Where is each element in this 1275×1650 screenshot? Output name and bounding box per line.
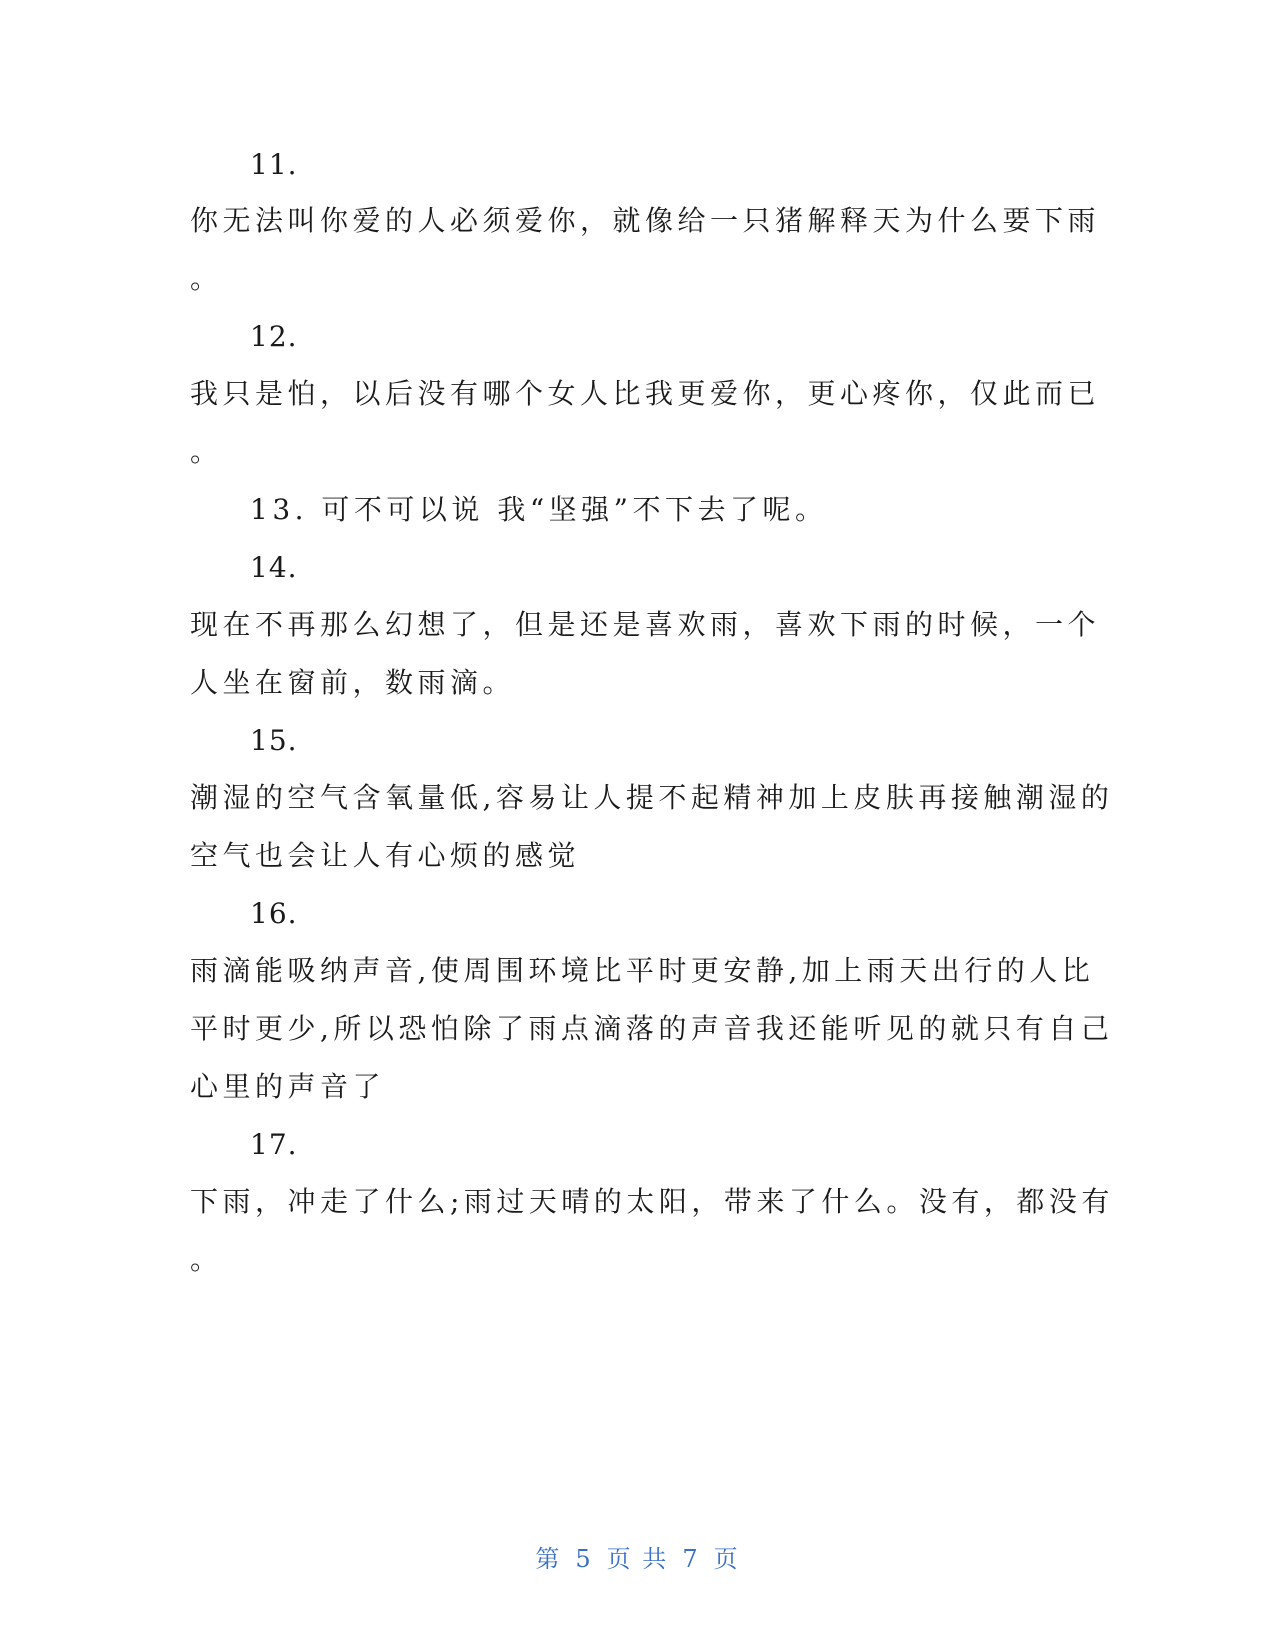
item-16-line-3: 心里的声音了 xyxy=(190,1070,386,1103)
item-17-number: 17. xyxy=(250,1128,298,1161)
item-15-number: 15. xyxy=(250,724,298,757)
item-16-line-2: 平时更少,所以恐怕除了雨点滴落的声音我还能听见的就只有自己 xyxy=(190,1012,1114,1045)
footer-middle: 页 共 xyxy=(606,1545,669,1573)
item-12-line-2: 。 xyxy=(190,435,223,468)
item-15-line-1: 潮湿的空气含氧量低,容易让人提不起精神加上皮肤再接触潮湿的 xyxy=(190,781,1114,814)
footer-total-pages: 7 xyxy=(682,1545,700,1573)
item-11-number: 11. xyxy=(250,148,298,181)
item-16-line-1: 雨滴能吸纳声音,使周围环境比平时更安静,加上雨天出行的人比 xyxy=(190,954,1095,987)
item-14-line-1: 现在不再那么幻想了，但是还是喜欢雨，喜欢下雨的时候，一个 xyxy=(190,608,1101,641)
item-17-line-1: 下雨，冲走了什么;雨过天晴的太阳，带来了什么。没有，都没有 xyxy=(190,1185,1114,1218)
item-16-number: 16. xyxy=(250,897,298,930)
footer-prefix: 第 xyxy=(535,1545,562,1573)
item-11-line-1: 你无法叫你爱的人必须爱你，就像给一只猪解释天为什么要下雨 xyxy=(190,204,1101,237)
item-12-number: 12. xyxy=(250,320,298,353)
item-13-line: 13. 可不可以说 我“坚强”不下去了呢。 xyxy=(250,493,828,526)
item-14-line-2: 人坐在窗前，数雨滴。 xyxy=(190,666,516,699)
item-11-line-2: 。 xyxy=(190,262,223,295)
page-footer xyxy=(0,1544,1275,1574)
footer-suffix: 页 xyxy=(713,1545,740,1573)
item-14-number: 14. xyxy=(250,551,298,584)
item-12-line-1: 我只是怕，以后没有哪个女人比我更爱你，更心疼你，仅此而已 xyxy=(190,377,1101,410)
item-17-line-2: 。 xyxy=(190,1243,223,1276)
item-15-line-2: 空气也会让人有心烦的感觉 xyxy=(190,839,581,872)
footer-current-page: 5 xyxy=(575,1545,593,1573)
